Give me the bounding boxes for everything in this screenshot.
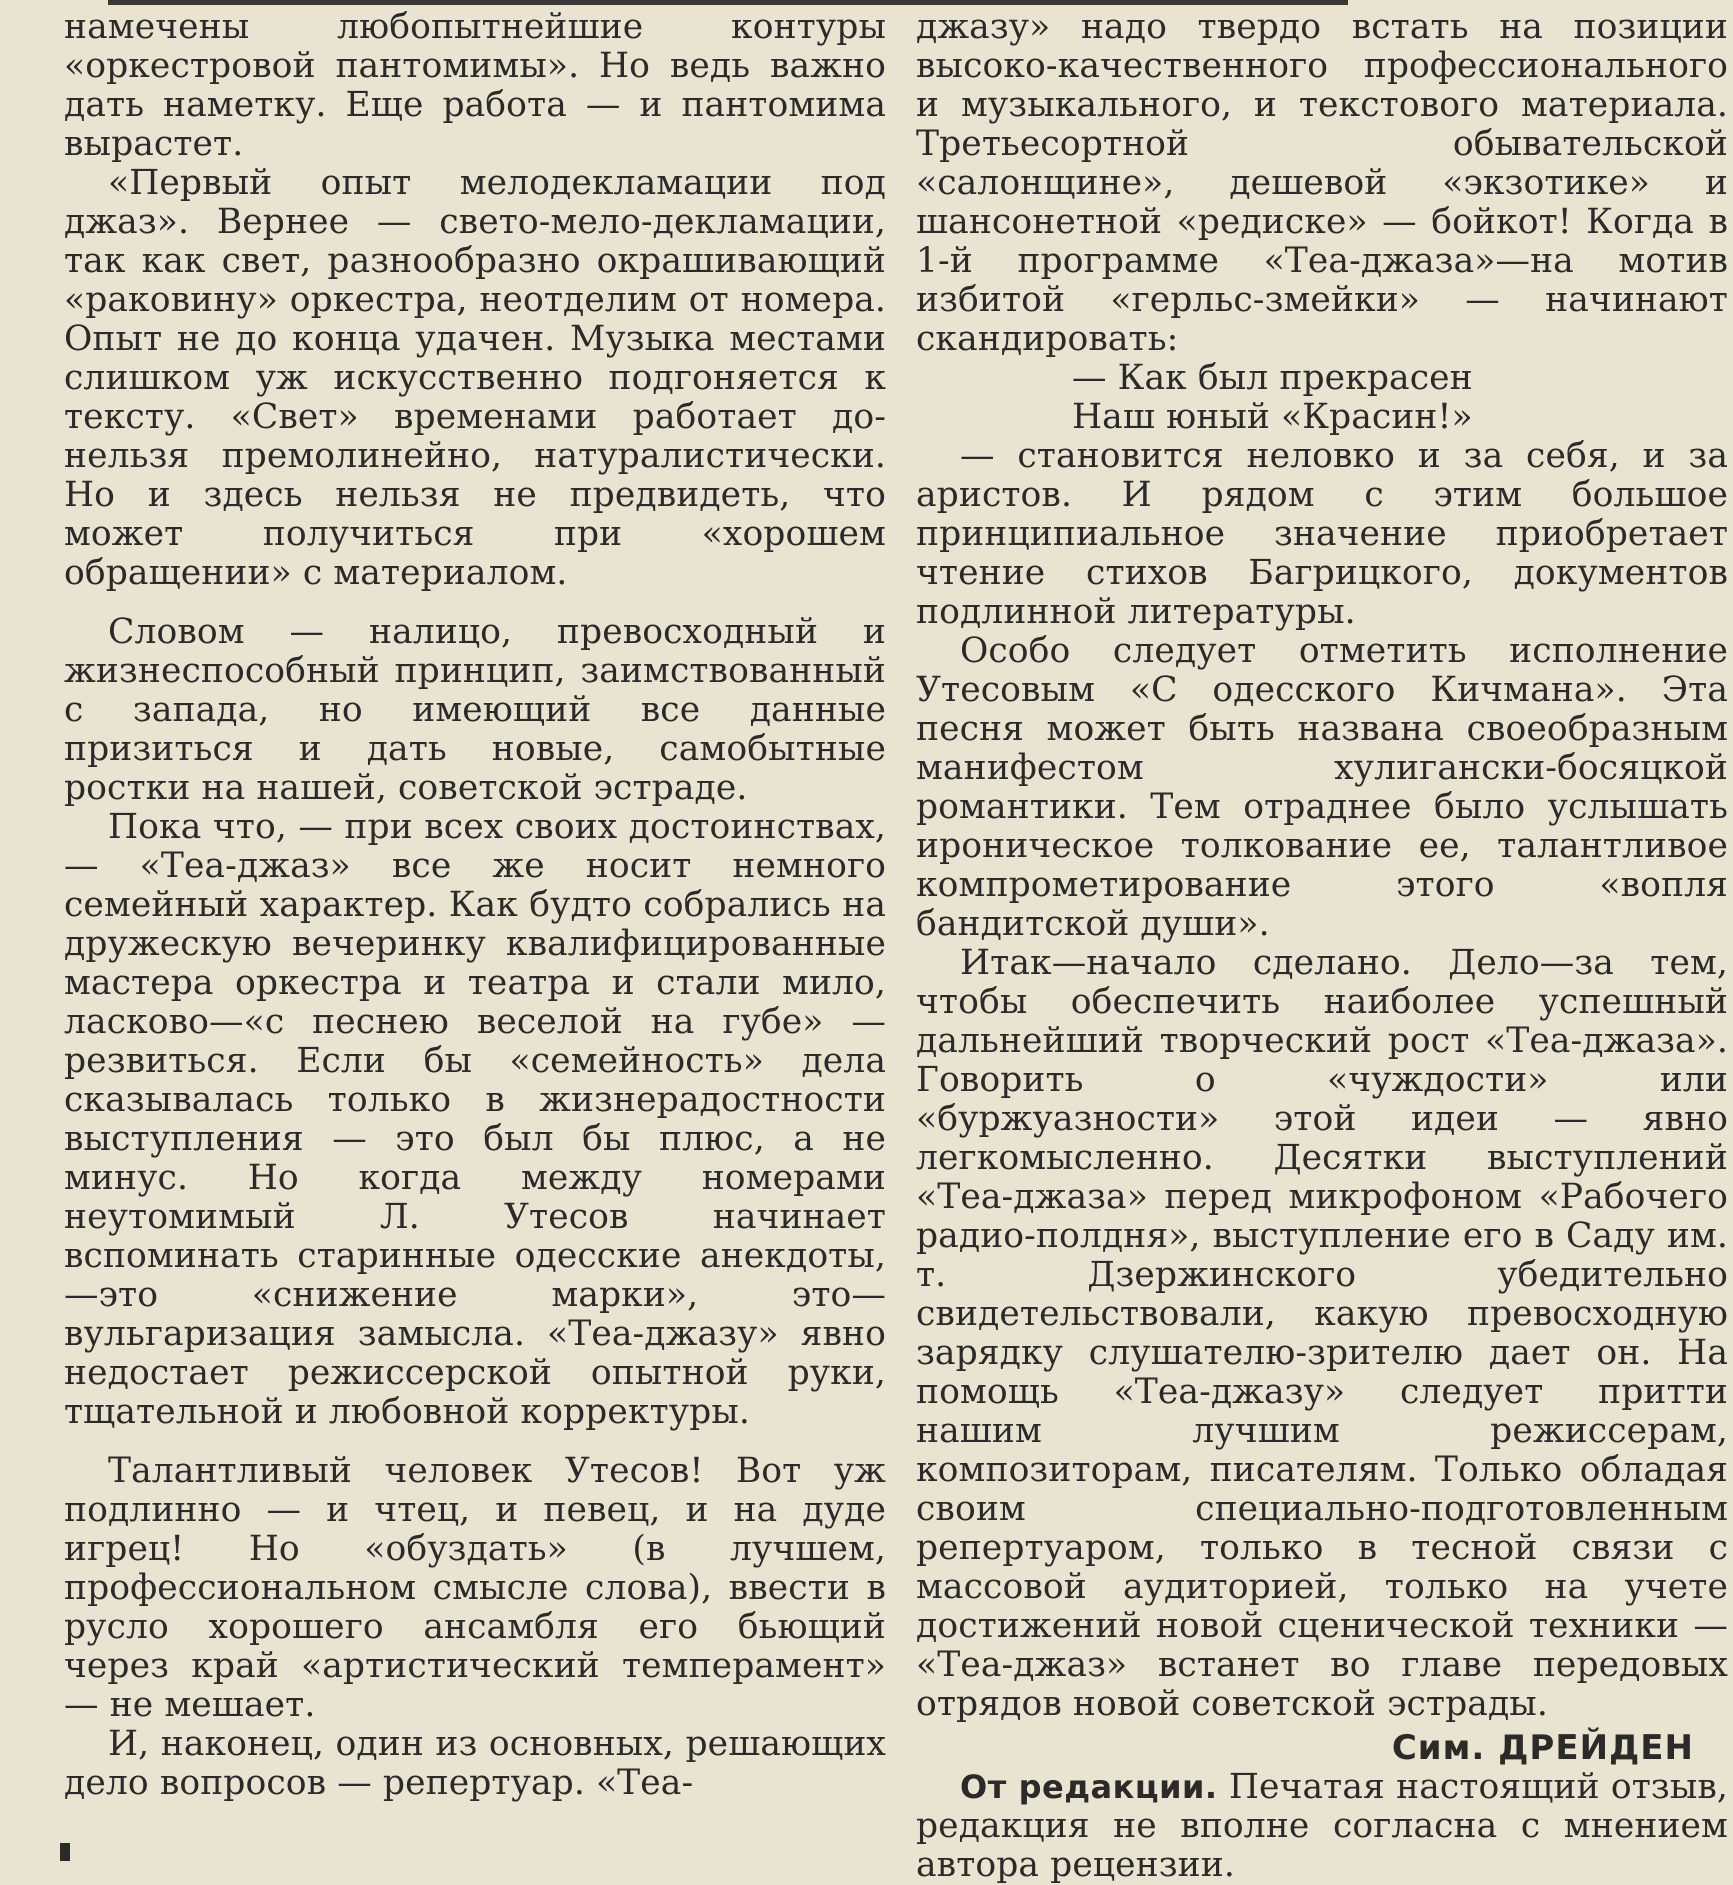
paragraph-bagritsky: — становится неловко и за себя, и за аристов. И рядом с этим большое принципиальное значение приобретает чтение стихов Багрицкого, документов подлинной литературы. (916, 436, 1728, 632)
paragraph-kichman: Особо следует отметить исполнение Утесовым «С одесского Кичмана». Эта песня может быть названа своеобразным манифестом хулигански-босяцкой романтики. Тем отраднее было услышать ироническое толкование ее, талантливое компрометирование этого «вопля бандитской души». (916, 631, 1728, 944)
left-column (64, 8, 886, 1859)
right-column (916, 7, 1728, 1885)
verse-line-1: — Как был прекрасен (1072, 358, 1473, 398)
editorial-note-text: Печатая настоящий отзыв, редакция не вполне согласна с мнением автора рецензии. (916, 1767, 1728, 1885)
paragraph-repertoire-continued: джазу» надо твердо встать на позиции высоко-качественного профессионального и музыкального, и текстового материала. Третьесортной обывательской «салонщине», дешевой «экзотике» и шансонетной «редиске» — бойкот! Когда в 1-й программе «Теа-джаза»—на мотив избитой «герльс-змейки» — начинают скандировать: (916, 7, 1728, 359)
paragraph-utesov: Талантливый человек Утесов! Вот уж подлинно — и чтец, и певец, и на дуде игрец! Но «обуздать» (в лучшем, профессиональном смысле слова), ввести в русло хорошего ансамбля его бьющий через край «артистический темперамент» — не мешает. (64, 1451, 886, 1725)
verse-line-2: Наш юный «Красин!» (1072, 397, 1473, 437)
paragraph-melodeclamation: «Первый опыт мелодекламации под джаз». Вернее — свето-мело-декламации, так как свет, разнообразно окрашивающий «раковину» оркестра, неотделим от номера. Опыт не до конца удачен. Музыка местами слишком уж искусственно подгоняется к тексту. «Свет» временами работает до-нельзя премолинейно, натуралистически. Но и здесь нельзя не предвидеть, что может получиться при «хорошем обращении» с материалом. (64, 163, 886, 593)
editorial-note-heading: От редакции. (960, 1768, 1218, 1806)
paragraph-conclusion: Итак—начало сделано. Дело—за тем, чтобы обеспечить наиболее успешный дальнейший творческий рост «Теа-джаза». Говорить о «чуждости» или «буржуазности» этой идеи — явно легкомысленно. Десятки выступлений «Теа-джаза» перед микрофоном «Рабочего радио-полдня», выступление его в Саду им. т. Дзержинского убедительно свидетельствовали, какую превосходную зарядку слушателю-зрителю дает он. На помощь «Теа-джазу» следует притти нашим лучшим режиссерам, композиторам, писателям. Только обладая своим специально-подготовленным репертуаром, только в тесной связи с массовой аудиторией, только на учете достижений новой сценической техники — «Теа-джаз» встанет во главе передовых отрядов новой советской эстрады. (916, 943, 1728, 1724)
paragraph-family-character: Пока что, — при всех своих достоинствах, — «Теа-джаз» все же носит немного семейный характер. Как будто собрались на дружескую вечеринку квалифицированные мастера оркестра и театра и стали мило, ласково—«с песнею веселой на губе» — резвиться. Если бы «семейность» дела сказывалась только в жизнерадостности выступления — это был бы плюс, а не минус. Но когда между номерами неутомимый Л. Утесов начинает вспоминать старинные одесские анекдоты,—это «снижение марки», это—вульгаризация замысла. «Теа-джазу» явно недостает режиссерской опытной руки, тщательной и любовной корректуры. (64, 807, 886, 1432)
paragraph-continuation: намечены любопытнейшие контуры «оркестровой пантомимы». Но ведь важно дать наметку. Еще работа — и пантомима вырастет. (64, 7, 886, 164)
author-signature: Сим. ДРЕЙДЕН (1391, 1728, 1694, 1768)
print-mark (60, 1843, 70, 1861)
editorial-note (916, 1768, 1728, 1885)
paragraph-repertoire-start: И, наконец, один из основных, решающих дело вопросов — репертуар. «Теа- (64, 1724, 886, 1803)
top-rule (108, 0, 1348, 5)
paragraph-principle: Словом — налицо, превосходный и жизнеспособный принцип, заимствованный с запада, но имеющий все данные призиться и дать новые, самобытные ростки на нашей, советской эстраде. (64, 612, 886, 808)
